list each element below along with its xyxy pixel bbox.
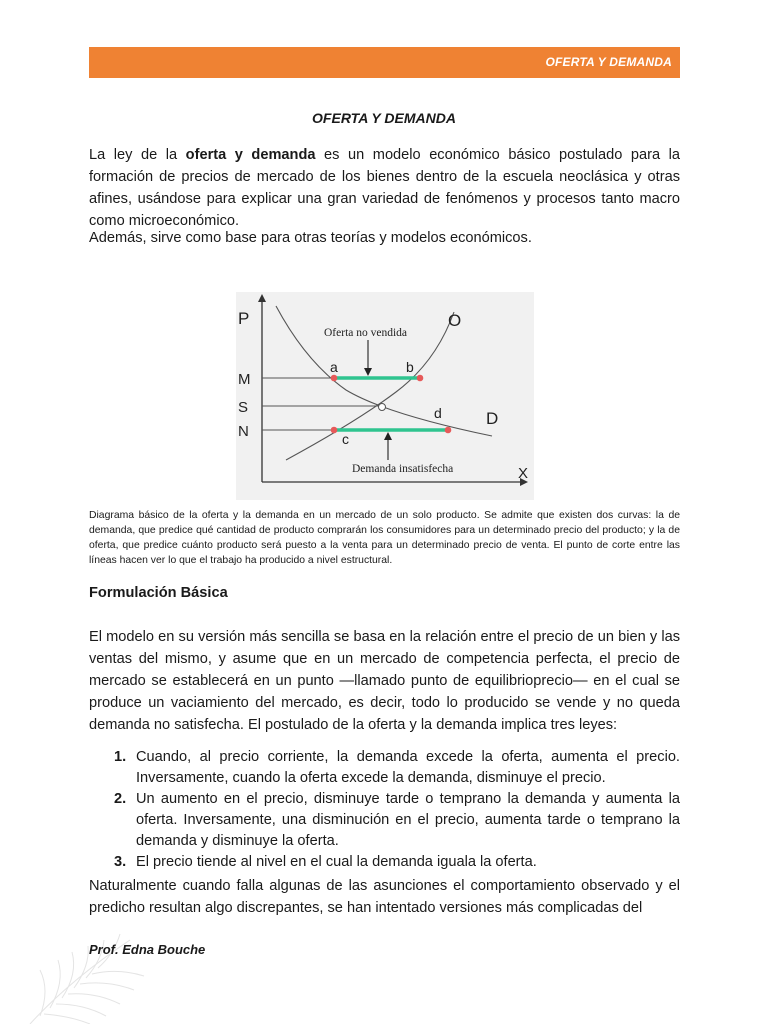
y-axis-arrow <box>258 294 266 302</box>
closing-paragraph: Naturalmente cuando falla algunas de las asunciones el comportamiento observado y el predicho resultan algo discrepantes, se han intentado versiones más complicadas del <box>89 878 680 916</box>
point-label-c: c <box>342 431 349 447</box>
intro-second-paragraph: Además, sirve como base para otras teorías y modelos económicos. <box>89 230 532 246</box>
law-item <box>114 747 680 789</box>
header-title: OFERTA Y DEMANDA <box>545 55 672 69</box>
figure-caption: Diagrama básico de la oferta y la demanda en un mercado de un solo producto. Se admite que existen dos curvas: la de demanda, que predice qué cantidad de producto comprarán los consumidores para un determinado precio del producto; y la de oferta, que predice cuánto producto será puesto a la venta para un determinado precio de venta. El punto de corte entre las líneas hacen ver lo que el trabajo ha producido a nivel estructural. <box>89 510 680 566</box>
supply-demand-diagram <box>236 292 534 500</box>
feather-watermark-icon <box>10 920 150 1024</box>
point-label-d: d <box>434 405 442 421</box>
point-b-marker <box>417 375 424 382</box>
label-n: N <box>238 423 249 440</box>
law-item <box>114 789 680 852</box>
point-c-marker <box>331 427 338 434</box>
intro-text-start: La ley de la <box>89 147 186 163</box>
equilibrium-point <box>379 404 386 411</box>
law-number: 3. <box>114 854 127 870</box>
label-s: S <box>238 399 249 416</box>
law-number: 2. <box>114 791 127 807</box>
page-title: OFERTA Y DEMANDA <box>312 110 456 126</box>
point-d-marker <box>445 427 452 434</box>
law-text: Cuando, al precio corriente, la demanda excede la oferta, aumenta el precio. Inversamente, cuando la oferta excede la demanda, disminuye el precio. <box>136 749 680 786</box>
point-a-marker <box>331 375 338 382</box>
axis-label-x: X <box>518 465 529 482</box>
law-text: El precio tiende al nivel en el cual la demanda iguala la oferta. <box>136 854 537 870</box>
annotation-unmet-demand: Demanda insatisfecha <box>352 463 454 475</box>
supply-demand-figure <box>236 292 534 500</box>
section-heading: Formulación Básica <box>89 585 228 601</box>
intro-paragraph <box>89 144 680 232</box>
unsold-arrow-head <box>364 368 372 376</box>
law-number: 1. <box>114 749 127 765</box>
laws-list <box>114 747 680 873</box>
label-m: M <box>238 371 251 388</box>
law-item <box>114 852 680 873</box>
annotation-unsold-supply: Oferta no vendida <box>324 327 408 339</box>
curve-label-o: O <box>448 311 462 330</box>
point-label-b: b <box>406 359 414 375</box>
footer-author: Prof. Edna Bouche <box>89 942 206 957</box>
point-label-a: a <box>330 359 338 375</box>
unmet-arrow-head <box>384 432 392 440</box>
intro-bold-term: oferta y demanda <box>185 147 316 163</box>
section-paragraph: El modelo en su versión más sencilla se basa en la relación entre el precio de un bien y las ventas del mismo, y asume que en un mercado de competencia perfecta, el precio de mercado se establecerá en un punto —llamado punto de equilibrioprecio— en el cual se produce un vaciamiento del mercado, es decir, todo lo producido se vende y no queda demanda no satisfecha. El postulado de la oferta y la demanda implica tres leyes: <box>89 629 680 733</box>
axis-label-p: P <box>238 309 250 328</box>
intro-text-rest: es un modelo económico básico postulado para la formación de precios de mercado de los bienes dentro de la escuela neoclásica y otras afines, usándose para explicar una gran variedad de fenómenos y procesos tanto macro como microeconómico. <box>89 147 680 229</box>
header-bar <box>89 47 680 78</box>
curve-label-d: D <box>486 409 499 428</box>
law-text: Un aumento en el precio, disminuye tarde o temprano la demanda y aumenta la oferta. Inversamente, una disminución en el precio, aumenta tarde o temprano la demanda y disminuye la oferta. <box>136 791 680 849</box>
